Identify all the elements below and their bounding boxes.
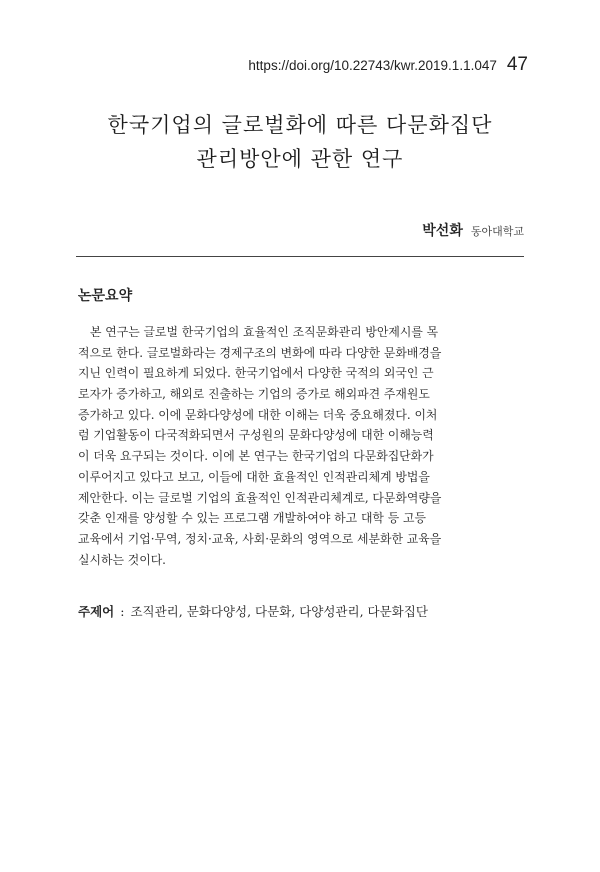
abstract-heading: 논문요약 bbox=[78, 288, 133, 304]
abstract-line: 지닌 인력이 필요하게 되었다. 한국기업에서 다양한 국적의 외국인 근 bbox=[78, 366, 434, 381]
abstract-line: 로자가 증가하고, 해외로 진출하는 기업의 증가로 해외파견 주재원도 bbox=[78, 387, 430, 402]
keywords-text: 조직관리, 문화다양성, 다문화, 다양성관리, 다문화집단 bbox=[130, 604, 428, 619]
author-name: 박선화 bbox=[422, 223, 463, 239]
keywords-label: 주제어 bbox=[78, 604, 115, 619]
author-affiliation: 동아대학교 bbox=[470, 225, 524, 238]
author-line bbox=[422, 220, 524, 240]
abstract-line: 실시하는 것이다. bbox=[78, 552, 166, 567]
abstract-line: 증가하고 있다. 이에 문화다양성에 대한 이해는 더욱 중요해졌다. 이처 bbox=[78, 407, 438, 422]
title-line-1: 한국기업의 글로벌화에 따른 다문화집단 bbox=[107, 113, 493, 137]
abstract-line: 적으로 한다. 글로벌화라는 경제구조의 변화에 따라 다양한 문화배경을 bbox=[78, 345, 442, 360]
abstract-body bbox=[78, 322, 523, 570]
abstract-line: 이루어지고 있다고 보고, 이들에 대한 효율적인 인적관리체계 방법을 bbox=[78, 469, 430, 484]
paper-title bbox=[0, 108, 600, 176]
keywords-colon: : bbox=[120, 604, 125, 619]
doi-link[interactable]: https://doi.org/10.22743/kwr.2019.1.1.047 bbox=[248, 58, 497, 73]
section-divider bbox=[76, 256, 524, 257]
abstract-line: 본 연구는 글로벌 한국기업의 효율적인 조직문화관리 방안제시를 목 bbox=[90, 325, 439, 339]
abstract-line: 제안한다. 이는 글로벌 기업의 효율적인 인적관리체계로, 다문화역량을 bbox=[78, 490, 442, 505]
abstract-line: 럼 기업활동이 다국적화되면서 구성원의 문화다양성에 대한 이해능력 bbox=[78, 428, 434, 443]
page-number: 47 bbox=[506, 54, 528, 75]
abstract-line: 이 더욱 요구되는 것이다. 이에 본 연구는 한국기업의 다문화집단화가 bbox=[78, 449, 434, 464]
page-header bbox=[248, 54, 528, 76]
abstract-line: 교육에서 기업·무역, 정치·교육, 사회·문화의 영역으로 세분화한 교육을 bbox=[78, 531, 442, 546]
title-line-2: 관리방안에 관한 연구 bbox=[196, 147, 404, 171]
abstract-line: 갖춘 인재를 양성할 수 있는 프로그램 개발하여야 하고 대학 등 고등 bbox=[78, 511, 426, 526]
keywords-line bbox=[78, 602, 428, 620]
